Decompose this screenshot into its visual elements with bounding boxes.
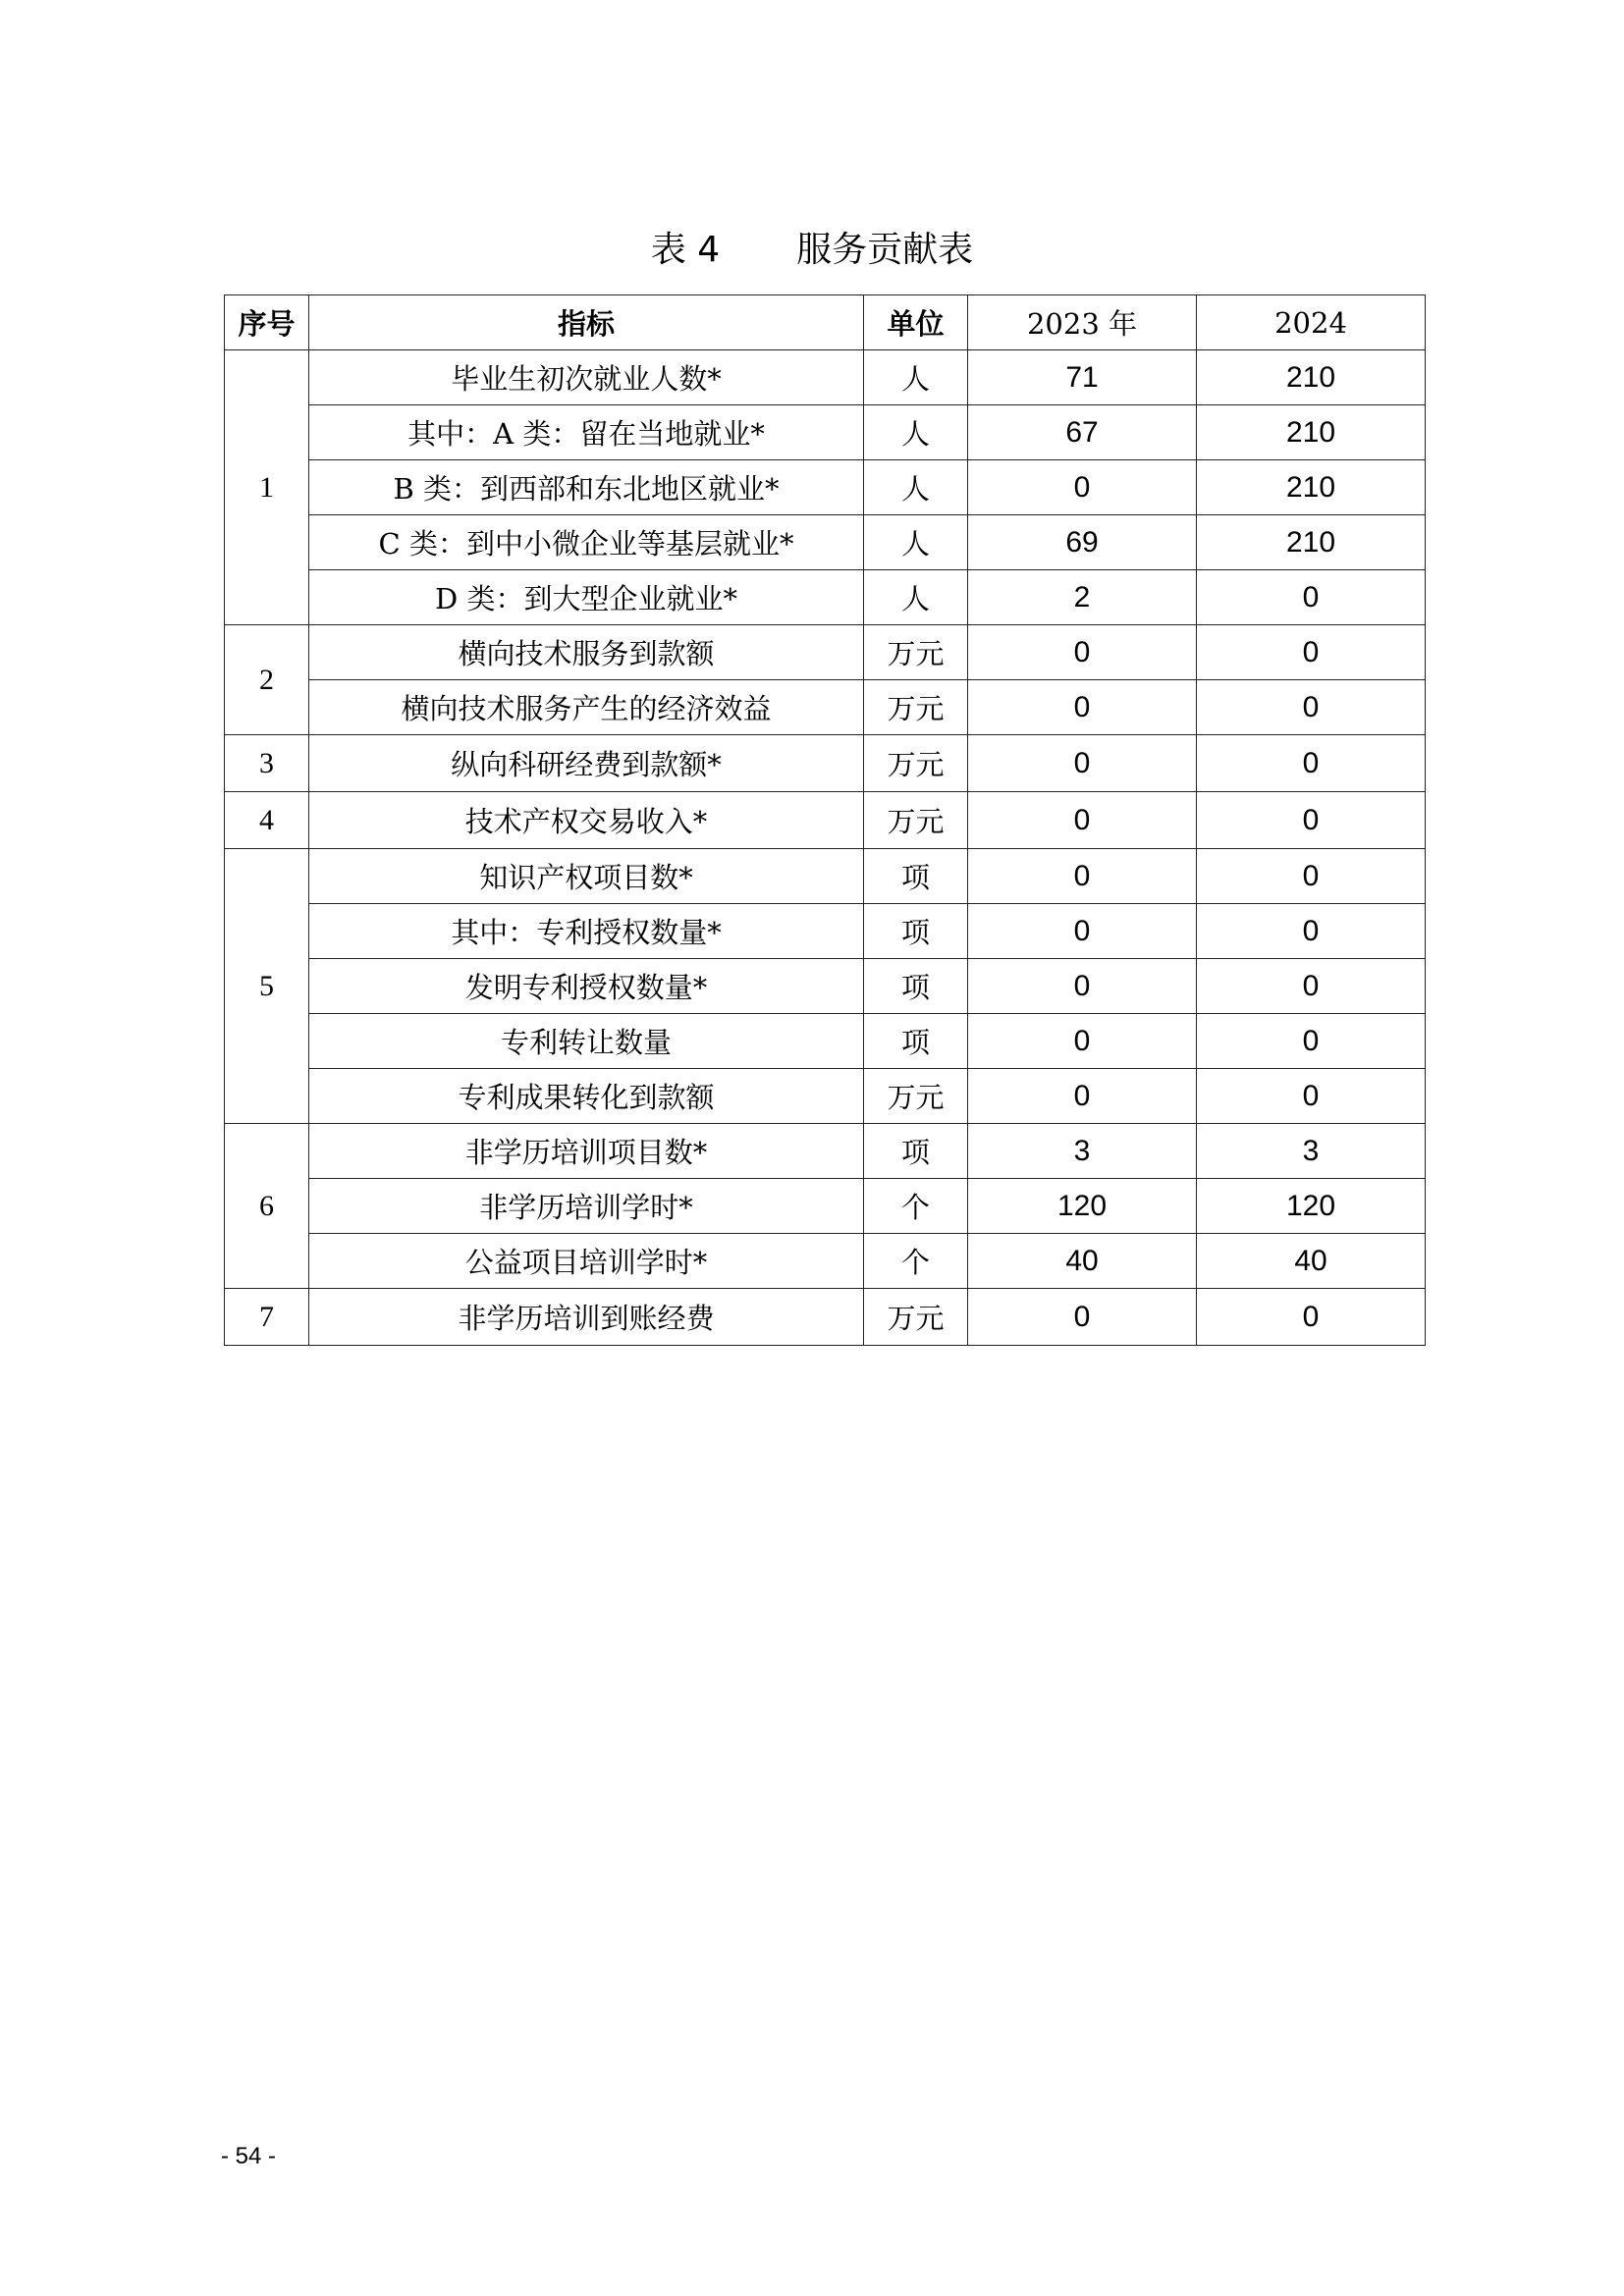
row-unit: 人 — [864, 570, 968, 625]
service-contribution-table — [224, 294, 1426, 1346]
row-value-2023: 67 — [968, 405, 1197, 460]
row-indicator: 公益项目培训学时* — [309, 1234, 864, 1289]
row-value-2024: 0 — [1197, 849, 1426, 904]
table-row — [225, 904, 1426, 959]
row-unit: 人 — [864, 515, 968, 570]
row-unit: 人 — [864, 405, 968, 460]
row-indicator: 知识产权项目数* — [309, 849, 864, 904]
row-unit: 个 — [864, 1234, 968, 1289]
row-value-2023: 0 — [968, 1289, 1197, 1346]
row-value-2023: 0 — [968, 792, 1197, 849]
row-seq: 1 — [225, 350, 309, 625]
row-unit: 项 — [864, 1124, 968, 1179]
row-unit: 项 — [864, 849, 968, 904]
table-row — [225, 680, 1426, 735]
row-value-2023: 2 — [968, 570, 1197, 625]
row-indicator: 非学历培训学时* — [309, 1179, 864, 1234]
row-unit: 项 — [864, 959, 968, 1014]
row-value-2024: 0 — [1197, 1289, 1426, 1346]
row-indicator: 非学历培训到账经费 — [309, 1289, 864, 1346]
table-header-row — [225, 295, 1426, 350]
row-value-2024: 120 — [1197, 1179, 1426, 1234]
row-indicator: 非学历培训项目数* — [309, 1124, 864, 1179]
row-indicator: 技术产权交易收入* — [309, 792, 864, 849]
row-value-2024: 0 — [1197, 625, 1426, 680]
table-row — [225, 625, 1426, 680]
header-2024: 2024 — [1197, 295, 1426, 350]
row-value-2023: 0 — [968, 1014, 1197, 1069]
table-row — [225, 1179, 1426, 1234]
table-row — [225, 849, 1426, 904]
row-value-2024: 40 — [1197, 1234, 1426, 1289]
row-value-2024: 0 — [1197, 1014, 1426, 1069]
row-unit: 项 — [864, 1014, 968, 1069]
row-unit: 万元 — [864, 625, 968, 680]
row-unit: 万元 — [864, 792, 968, 849]
header-2023: 2023 年 — [968, 295, 1197, 350]
row-value-2023: 71 — [968, 350, 1197, 405]
row-indicator: 横向技术服务产生的经济效益 — [309, 680, 864, 735]
table-row — [225, 570, 1426, 625]
table-row — [225, 1014, 1426, 1069]
row-unit: 万元 — [864, 1069, 968, 1124]
table-row — [225, 792, 1426, 849]
row-indicator: 纵向科研经费到款额* — [309, 735, 864, 792]
row-value-2024: 210 — [1197, 460, 1426, 515]
row-value-2023: 69 — [968, 515, 1197, 570]
row-value-2023: 120 — [968, 1179, 1197, 1234]
table-row — [225, 735, 1426, 792]
row-value-2024: 0 — [1197, 959, 1426, 1014]
table-row — [225, 460, 1426, 515]
table-number: 表 4 — [650, 230, 721, 270]
row-value-2023: 0 — [968, 904, 1197, 959]
row-seq: 2 — [225, 625, 309, 735]
table-row — [225, 405, 1426, 460]
row-value-2024: 3 — [1197, 1124, 1426, 1179]
row-unit: 项 — [864, 904, 968, 959]
row-value-2024: 0 — [1197, 570, 1426, 625]
row-value-2023: 0 — [968, 625, 1197, 680]
row-value-2024: 0 — [1197, 1069, 1426, 1124]
row-value-2023: 0 — [968, 1069, 1197, 1124]
row-indicator: C 类：到中小微企业等基层就业* — [309, 515, 864, 570]
row-unit: 人 — [864, 460, 968, 515]
row-unit: 万元 — [864, 680, 968, 735]
page-number: - 54 - — [221, 2143, 277, 2169]
row-indicator: 横向技术服务到款额 — [309, 625, 864, 680]
row-value-2024: 0 — [1197, 735, 1426, 792]
row-value-2023: 0 — [968, 959, 1197, 1014]
table-title: 服务贡献表 — [796, 230, 974, 270]
row-value-2024: 0 — [1197, 792, 1426, 849]
row-value-2023: 0 — [968, 735, 1197, 792]
row-indicator: 毕业生初次就业人数* — [309, 350, 864, 405]
row-value-2023: 0 — [968, 460, 1197, 515]
row-indicator: 专利成果转化到款额 — [309, 1069, 864, 1124]
row-seq: 5 — [225, 849, 309, 1124]
row-indicator: D 类：到大型企业就业* — [309, 570, 864, 625]
table-row — [225, 515, 1426, 570]
row-indicator: 其中：专利授权数量* — [309, 904, 864, 959]
row-value-2023: 0 — [968, 849, 1197, 904]
table-row — [225, 350, 1426, 405]
row-value-2024: 210 — [1197, 515, 1426, 570]
row-value-2024: 0 — [1197, 680, 1426, 735]
row-indicator: 其中：A 类：留在当地就业* — [309, 405, 864, 460]
row-value-2024: 0 — [1197, 904, 1426, 959]
row-indicator: B 类：到西部和东北地区就业* — [309, 460, 864, 515]
table-body — [225, 350, 1426, 1346]
table-row — [225, 1289, 1426, 1346]
row-unit: 万元 — [864, 735, 968, 792]
row-indicator: 发明专利授权数量* — [309, 959, 864, 1014]
row-indicator: 专利转让数量 — [309, 1014, 864, 1069]
row-value-2023: 40 — [968, 1234, 1197, 1289]
header-unit: 单位 — [864, 295, 968, 350]
row-seq: 3 — [225, 735, 309, 792]
row-unit: 人 — [864, 350, 968, 405]
row-value-2023: 0 — [968, 680, 1197, 735]
table-caption — [0, 221, 1624, 280]
header-indicator: 指标 — [309, 295, 864, 350]
table-row — [225, 959, 1426, 1014]
row-value-2024: 210 — [1197, 350, 1426, 405]
row-value-2024: 210 — [1197, 405, 1426, 460]
header-seq: 序号 — [225, 295, 309, 350]
row-unit: 万元 — [864, 1289, 968, 1346]
row-seq: 7 — [225, 1289, 309, 1346]
row-value-2023: 3 — [968, 1124, 1197, 1179]
row-seq: 4 — [225, 792, 309, 849]
row-seq: 6 — [225, 1124, 309, 1289]
table-row — [225, 1124, 1426, 1179]
table-row — [225, 1069, 1426, 1124]
row-unit: 个 — [864, 1179, 968, 1234]
table-row — [225, 1234, 1426, 1289]
